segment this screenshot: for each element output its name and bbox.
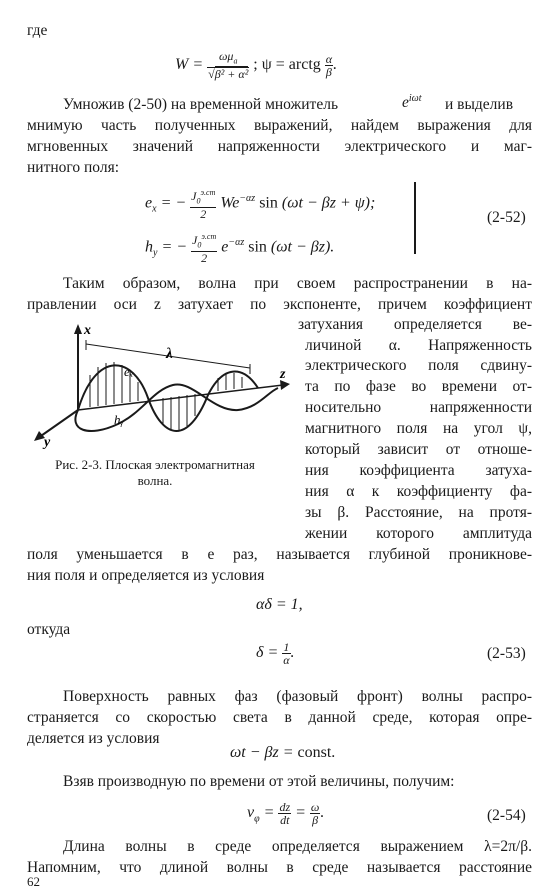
para2-right3: электрического поля сдвину-: [305, 357, 532, 374]
para3-line3: деляется из условия: [27, 730, 160, 747]
para1-line1a: Умножив (2-50) на временной множитель: [63, 96, 339, 113]
electric-wave: [78, 365, 258, 431]
wave-figure: [28, 320, 298, 455]
para2-right10: зы β. Расстояние, на протя-: [305, 504, 532, 521]
para2-right4: та по фазе во времени от-: [305, 378, 532, 395]
eqnum-2-54: (2-54): [487, 807, 526, 824]
figure-caption: [30, 457, 280, 489]
para2-line1: Таким образом, волна при своем распространении в на-: [63, 275, 532, 292]
equation-phase: ωt − βz = const.: [230, 744, 336, 761]
para1-line1b: и выделив: [445, 96, 514, 113]
axis-x-label: x: [84, 323, 91, 338]
caption-line1: Рис. 2-3. Плоская электромагнитная: [55, 457, 255, 472]
axis-z-label: z: [280, 367, 286, 382]
caption-line2: волна.: [137, 473, 173, 488]
para5-line2: Напомним, что длиной волны в среде называется расстояние: [27, 859, 532, 876]
equation-delta: δ = $\frac{1}{\alpha}$ .: [256, 640, 295, 667]
equation-brace: [414, 182, 416, 254]
page-number: 62: [27, 874, 40, 889]
word-gde: где: [27, 22, 48, 39]
para1-line2: мнимую часть полученных выражений, найдем выражения для: [27, 117, 532, 134]
equation-w-psi: W = $\frac{\omega\mu_a}{\text{√β² + α²}}$ ; ψ = arctg $\frac{\alpha}{\beta}$ .: [175, 49, 338, 82]
para3-line2: страняется со скоростью света в данной среде, которая опре-: [27, 709, 532, 726]
axis-x-arrow: [74, 324, 82, 334]
equation-ex: $e_x$ = − $\frac{J_0^{э.ст}}{2}$ $We^{-\alpha z}$ sin (ωt − βz + ψ);: [145, 188, 376, 222]
para2-right5: носительно напряженности: [305, 399, 532, 416]
para1-line3: мгновенных значений напряженности электрического и маг-: [27, 138, 532, 155]
para2-right2: личиной α. Напряженность: [305, 337, 532, 354]
eqnum-2-53: (2-53): [487, 645, 526, 662]
para5-line1: Длина волны в среде определяется выражением λ=2π/β.: [63, 838, 532, 855]
para1-line4: нитного поля:: [27, 159, 120, 176]
para2-right1: затухания определяется ве-: [298, 316, 532, 333]
axis-y-line: [38, 410, 78, 438]
para2-line4: ния поля и определяется из условия: [27, 567, 265, 584]
equation-alpha-delta: αδ = 1,: [256, 596, 303, 613]
para2-right9: ния α к коэффициенту фа-: [305, 483, 532, 500]
eqnum-2-52: (2-52): [487, 209, 526, 226]
para4-line1: Взяв производную по времени от этой величины, получим:: [63, 773, 455, 790]
axis-y-label: y: [44, 435, 51, 450]
hy-label: hᵧ: [114, 412, 124, 427]
ex-label: eₓ: [124, 364, 134, 379]
para2-right11: жении которого амплитуда: [305, 525, 532, 542]
time-factor: $e^{i\omega t}$: [402, 93, 422, 112]
para2-right8: ния коэффициента затуха-: [305, 462, 532, 479]
electric-field-arrows: [90, 362, 242, 431]
para2-right7: который зависит от отноше-: [305, 441, 532, 458]
lambda-label: λ: [166, 346, 173, 362]
equation-vphi: $v_\varphi$ = $\frac{dz}{dt}$ = $\frac{\omega}{\beta}$ .: [247, 800, 325, 827]
para2-line3: поля уменьшается в e раз, называется глубиной проникнове-: [27, 546, 532, 563]
para3-line1: Поверхность равных фаз (фазовый фронт) волны распро-: [63, 688, 532, 705]
equation-hy: $h_y$ = − $\frac{J_0^{э.ст}}{2}$ $e^{-\alpha z}$ sin (ωt − βz).: [145, 232, 335, 266]
word-otkuda: откуда: [27, 621, 71, 638]
para2-line2: правлении оси z затухает по экспоненте, причем коэффициент: [27, 296, 532, 313]
para2-right6: магнитного поля на угол ψ,: [305, 420, 532, 437]
